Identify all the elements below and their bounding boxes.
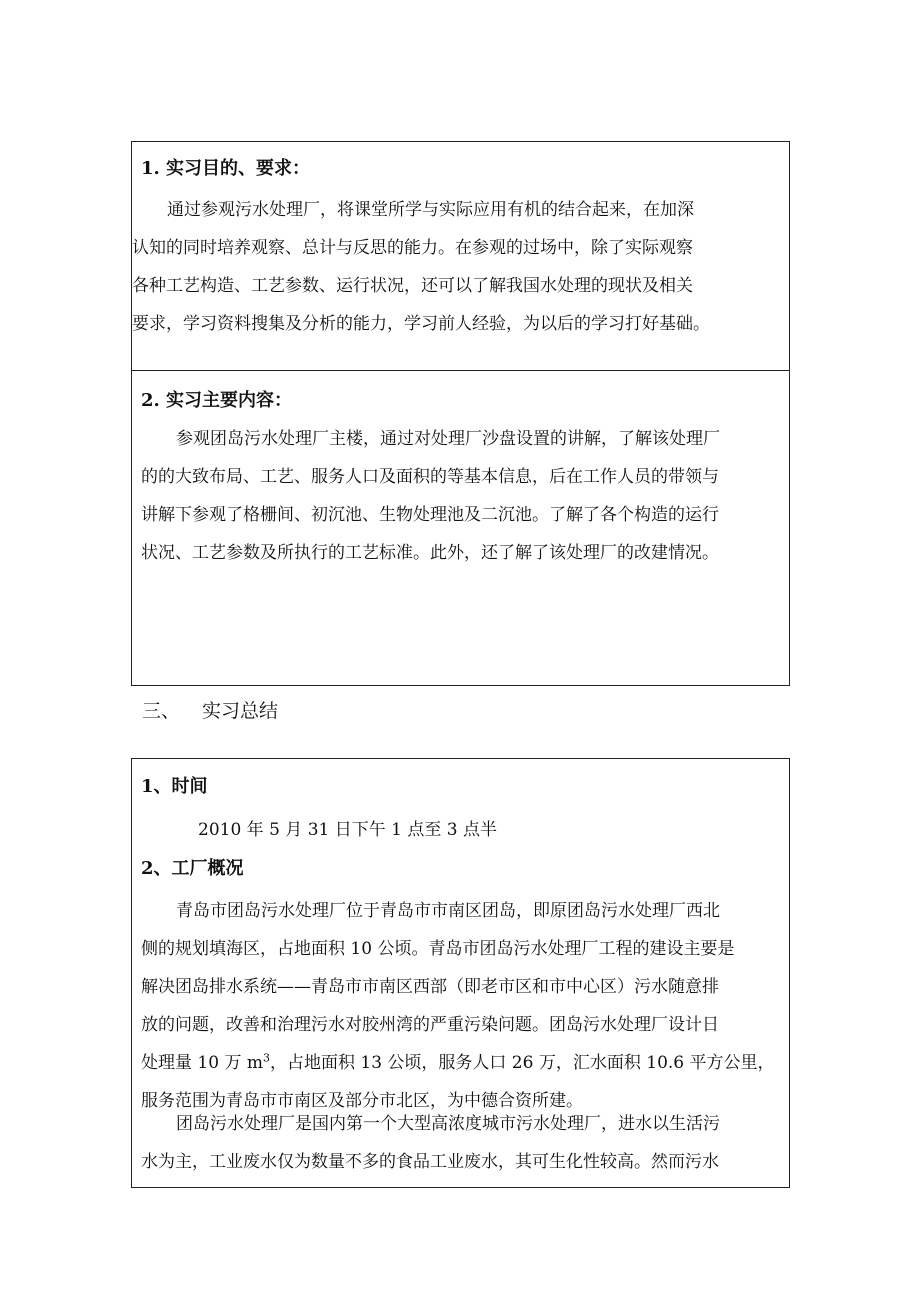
time-text: 2010 年 5 月 31 日下午 1 点至 3 点半	[198, 820, 497, 840]
factory-line-5-post: ，占地面积 13 公顷，服务人口 26 万，汇水面积 10.6 平方公里，	[269, 1053, 775, 1073]
content-line: 讲解下参观了格栅间、初沉池、生物处理池及二沉池。了解了各个构造的运行	[141, 505, 719, 525]
section-title-text: 实习总结	[202, 700, 279, 722]
content-line: 状况、工艺参数及所执行的工艺标准。此外，还了解了该处理厂的改建情况。	[141, 543, 719, 563]
factory-line: 服务范围为青岛市市南区及部分市北区，为中德合资所建。	[141, 1091, 583, 1111]
factory-line: 青岛市团岛污水处理厂位于青岛市市南区团岛，即原团岛污水处理厂西北	[176, 901, 720, 921]
factory-line: 放的问题，改善和治理污水对胶州湾的严重污染问题。团岛污水处理厂设计日	[141, 1015, 719, 1035]
factory-line: 解决团岛排水系统——青岛市市南区西部（即老市区和市中心区）污水随意排	[141, 977, 719, 997]
factory-line	[141, 1044, 786, 1082]
content-heading: 2. 实习主要内容：	[141, 390, 293, 411]
section-title	[142, 696, 278, 723]
content-line: 参观团岛污水处理厂主楼，通过对处理厂沙盘设置的讲解，了解该处理厂	[176, 429, 720, 449]
objectives-line: 认知的同时培养观察、总计与反思的能力。在参观的过场中，除了实际观察	[132, 238, 693, 258]
factory-line: 侧的规划填海区，占地面积 10 公顷。青岛市团岛污水处理厂工程的建设主要是	[141, 939, 735, 959]
objectives-box	[131, 141, 790, 371]
summary-box	[131, 758, 790, 1188]
factory-heading: 2、工厂概况	[141, 858, 244, 879]
objectives-line: 通过参观污水处理厂，将课堂所学与实际应用有机的结合起来，在加深	[167, 200, 694, 220]
content-paragraph	[141, 420, 781, 572]
factory-line: 团岛污水处理厂是国内第一个大型高浓度城市污水处理厂，进水以生活污	[176, 1114, 720, 1134]
objectives-heading: 1. 实习目的、要求：	[141, 158, 311, 179]
section-number: 三、	[142, 700, 181, 722]
factory-line-5-pre: 处理量 10 万 m	[141, 1053, 263, 1073]
factory-paragraph-2	[141, 1105, 786, 1181]
content-line: 的的大致布局、工艺、服务人口及面积的等基本信息，后在工作人员的带领与	[141, 467, 719, 487]
time-heading: 1、时间	[141, 776, 208, 797]
cubic-superscript: 3	[262, 1051, 270, 1065]
objectives-paragraph	[132, 191, 787, 343]
objectives-line: 各种工艺构造、工艺参数、运行状况，还可以了解我国水处理的现状及相关	[132, 276, 693, 296]
factory-paragraph-1	[141, 892, 786, 1120]
content-box	[131, 370, 790, 686]
factory-line: 水为主，工业废水仅为数量不多的食品工业废水，其可生化性较高。然而污水	[141, 1152, 719, 1172]
objectives-line: 要求，学习资料搜集及分析的能力，学习前人经验，为以后的学习打好基础。	[132, 314, 710, 334]
